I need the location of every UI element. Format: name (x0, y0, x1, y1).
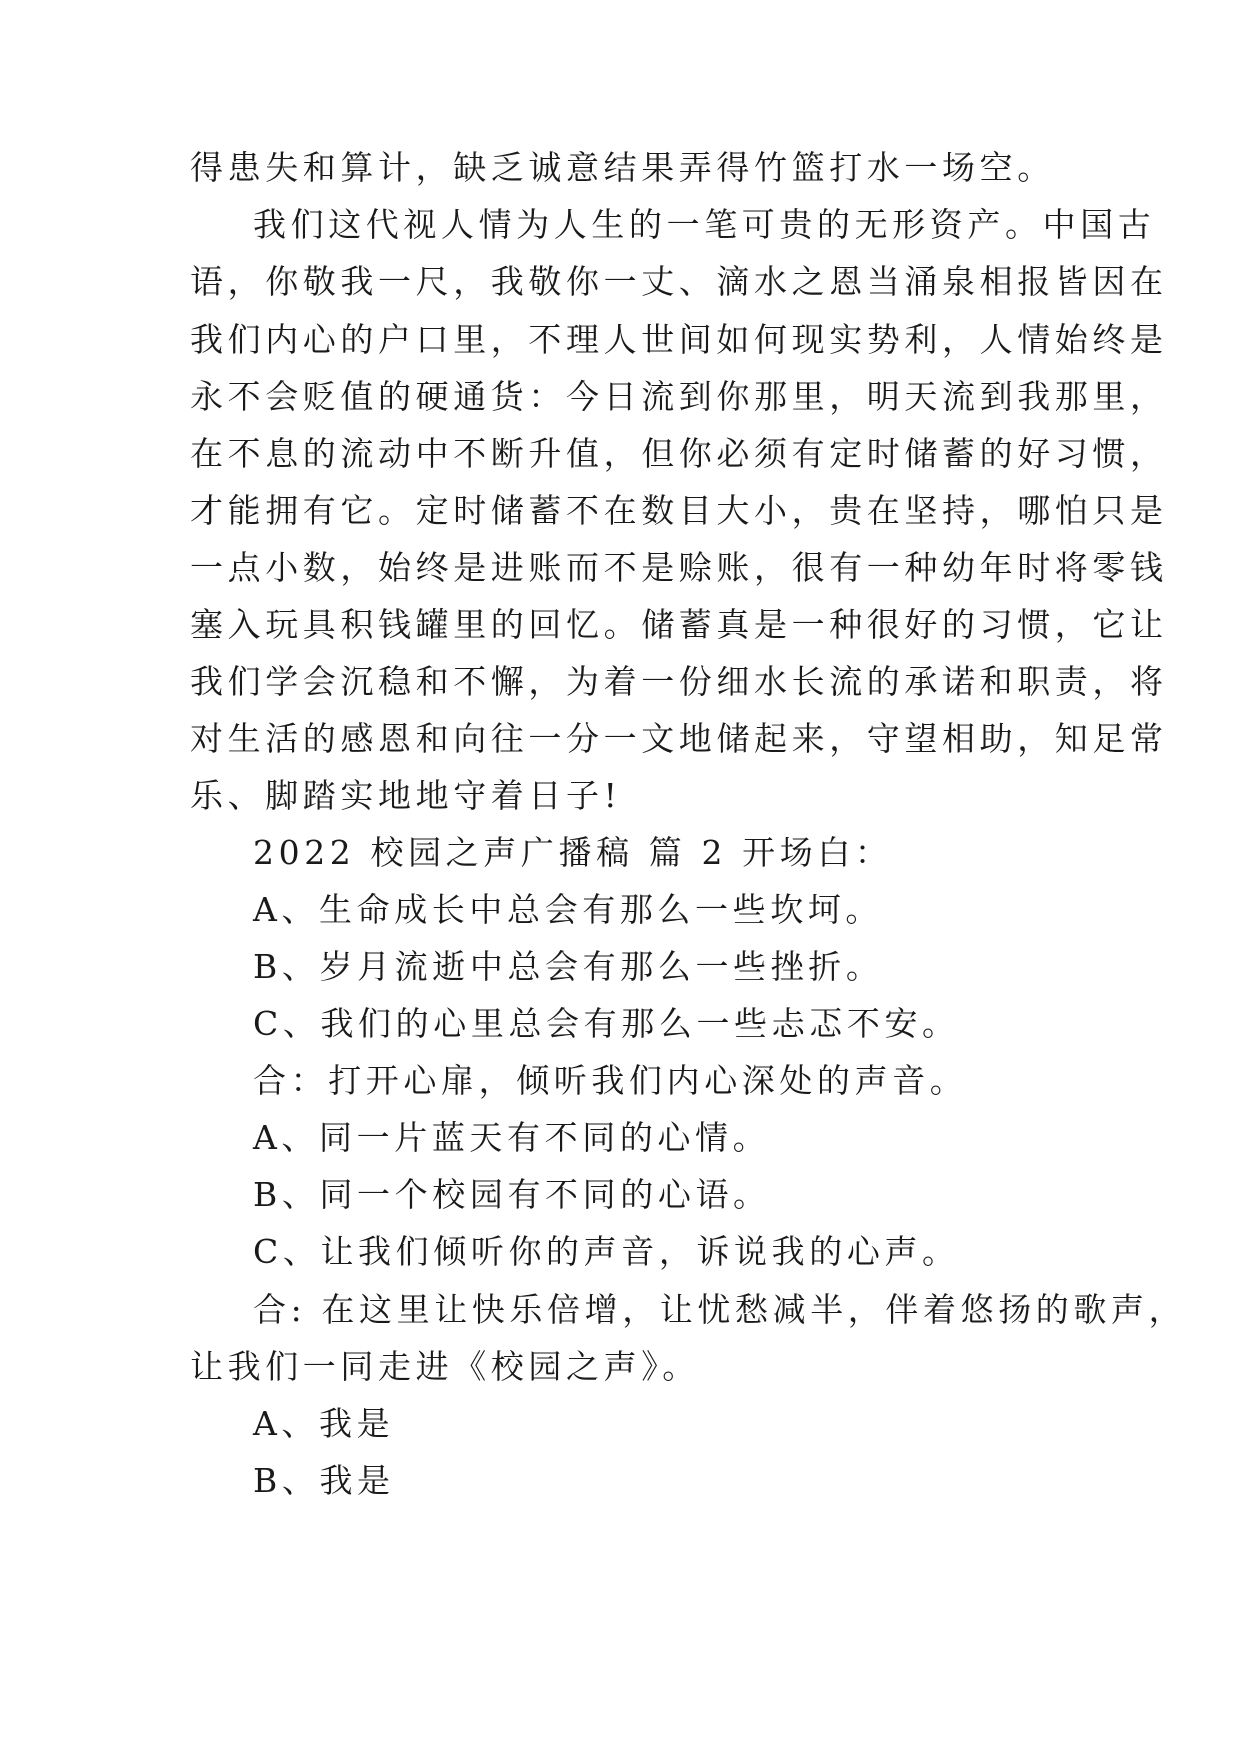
dialogue-line: A、生命成长中总会有那么一些坎坷。 (253, 890, 884, 929)
section-heading: 2022 校园之声广播稿 篇 2 开场白： (253, 833, 893, 872)
dialogue-line: A、我是 (253, 1404, 395, 1443)
dialogue-line: 让我们一同走进《校园之声》。 (190, 1347, 700, 1386)
paragraph-line: 永不会贬值的硬通货：今日流到你那里，明天流到我那里， (190, 377, 1168, 416)
paragraph-line: 我们内心的户口里，不理人世间如何现实势利，人情始终是 (190, 320, 1168, 359)
dialogue-line: 合: 在这里让快乐倍增，让忧愁减半，伴着悠扬的歌声， (253, 1290, 1187, 1329)
paragraph-line: 语，你敬我一尺，我敬你一丈、滴水之恩当涌泉相报皆因在 (190, 262, 1168, 301)
paragraph-line: 乐、脚踏实地地守着日子! (190, 776, 622, 815)
paragraph-line: 得患失和算计，缺乏诚意结果弄得竹篮打水一场空。 (190, 148, 1055, 187)
paragraph-line: 我们学会沉稳和不懈，为着一份细水长流的承诺和职责，将 (190, 662, 1168, 701)
dialogue-line: B、岁月流逝中总会有那么一些挫折。 (253, 947, 884, 986)
paragraph-line: 塞入玩具积钱罐里的回忆。储蓄真是一种很好的习惯，它让 (190, 605, 1168, 644)
dialogue-line: C、我们的心里总会有那么一些忐忑不安。 (253, 1004, 960, 1043)
dialogue-line: 合：打开心扉，倾听我们内心深处的声音。 (253, 1061, 968, 1100)
paragraph-line: 才能拥有它。定时储蓄不在数目大小，贵在坚持，哪怕只是 (190, 491, 1168, 530)
paragraph-line: 在不息的流动中不断升值，但你必须有定时储蓄的好习惯， (190, 434, 1168, 473)
dialogue-line: C、让我们倾听你的声音，诉说我的心声。 (253, 1232, 960, 1271)
dialogue-line: B、我是 (253, 1461, 395, 1500)
dialogue-line: A、同一片蓝天有不同的心情。 (253, 1118, 771, 1157)
paragraph-line: 我们这代视人情为人生的一笔可贵的无形资产。中国古 (253, 205, 1156, 244)
paragraph-line: 对生活的感恩和向往一分一文地储起来，守望相助，知足常 (190, 719, 1168, 758)
dialogue-line: B、同一个校园有不同的心语。 (253, 1175, 771, 1214)
paragraph-line: 一点小数，始终是进账而不是赊账，很有一种幼年时将零钱 (190, 548, 1168, 587)
